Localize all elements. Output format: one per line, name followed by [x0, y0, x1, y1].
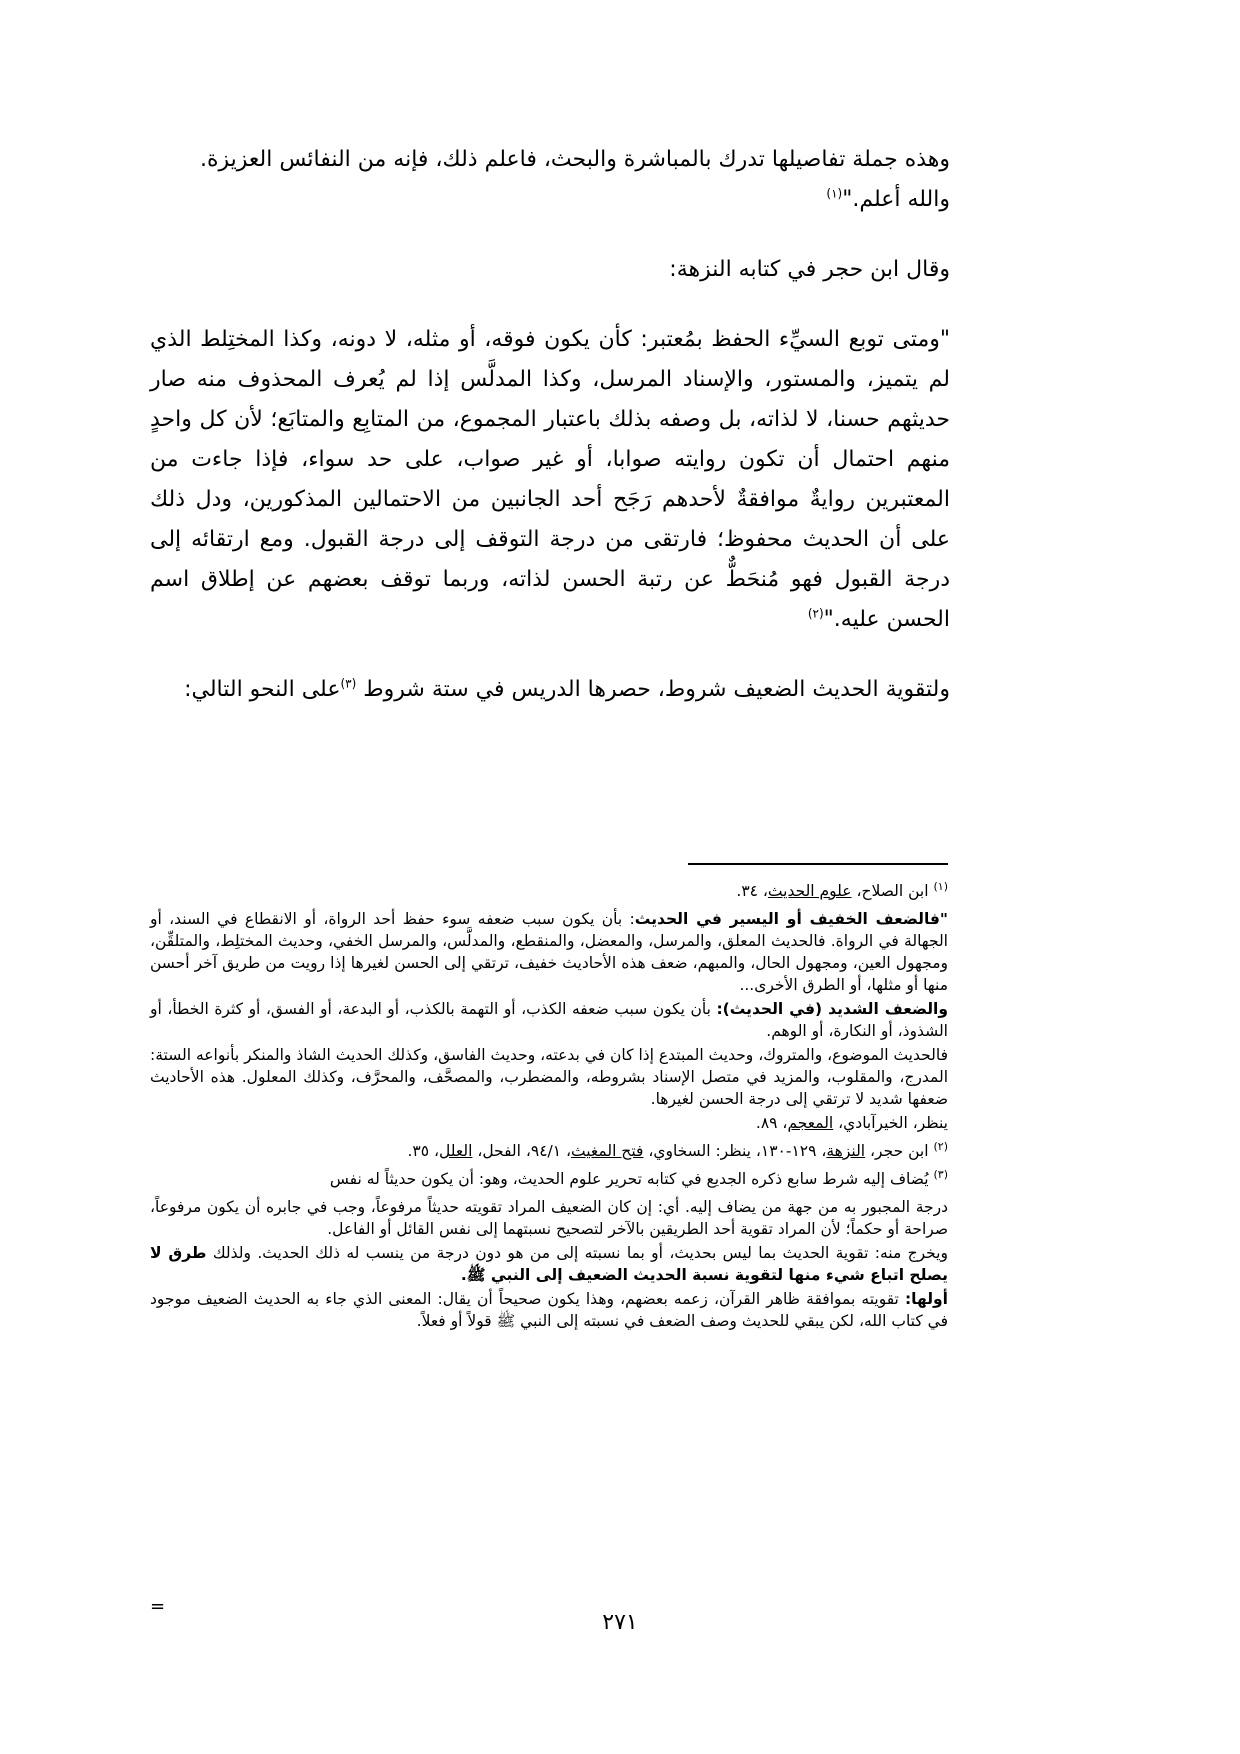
page-number: ٢٧١	[602, 1610, 638, 1635]
quote-paragraph: "ومتى توبع السيِّء الحفظ بمُعتبر: كأن يكون فوقه، أو مثله، لا دونه، وكذا المختِلط الذي لم يتميز، والمستور، والإسناد المرسل، وكذا المدلَّس إذا لم يُعرف المحذوف منه صار حديثهم حسنا، لا لذاته، بل وصفه بذلك باعتبار المجموع، من المتابِع والمتابَع؛ لأن كل واحدٍ منهم احتمال أن تكون روايته صوابا، أو غير صواب، على حد سواء، فإذا جاءت من المعتبرين روايةٌ موافقةٌ لأحدهم رَجَح أحد الجانبين من الاحتمالين المذكورين، ودل ذلك على أن الحديث محفوظ؛ فارتقى من درجة التوقف إلى درجة القبول. ومع ارتقائه إلى درجة القبول فهو مُنحَطٌّ عن رتبة الحسن لذاته، وربما توقف بعضهم عن إطلاق اسم الحسن عليه."$^{(٢)}$	[150, 327, 950, 632]
footnote-1-shadid: والضعف الشديد (في الحديث): بأن يكون سبب ضعفه الكذب، أو التهمة بالكذب، أو البدعة، أو الفسق، أو كثرة الخطأ، أو الشذوذ، أو النكارة، أو الوهم.	[150, 1000, 948, 1040]
footnote-3-p3: ويخرج منه: تقوية الحديث بما ليس بحديث، أو بما نسبته إلى من هو دون درجة من ينسب له ذلك الحديث. ولذلك طرق لا يصلح اتباع شيء منها لتقوية نسبة الحديث الضعيف إلى النبي ﷺ.	[150, 1244, 948, 1284]
footnote-2: $^{(٢)}$ ابن حجر، النزهة، ١٢٩-١٣٠، ينظر: السخاوي، فتح المغيث، ٩٤/١، الفحل، العلل، ٣٥.	[407, 1139, 948, 1160]
footnote-ref-3[interactable]: (٣)	[340, 676, 357, 691]
footnotes	[150, 880, 948, 1334]
paragraph-3: وقال ابن حجر في كتابه النزهة:	[669, 257, 950, 282]
paragraph-5: ولتقوية الحديث الضعيف شروط، حصرها الدريس في ستة شروط $^{(٣)}$على النحو التالي:	[184, 676, 950, 702]
footnote-ref-2[interactable]: (٢)	[807, 606, 824, 621]
paragraph-1: وهذه جملة تفاصيلها تدرك بالمباشرة والبحث، فاعلم ذلك، فإنه من النفائس العزيزة.	[199, 147, 950, 172]
continuation-mark: =	[150, 1596, 166, 1617]
footnote-1-detail: فالحديث الموضوع، والمتروك، وحديث المبتدع إذا كان في بدعته، وحديث الفاسق، وكذلك الحديث الشاذ والمنكر بأنواعه الستة: المدرج، والمقلوب، والمزيد في متصل الإسناد بشروطه، والمضطرب، والمصحَّف، والمحرَّف، وكذلك المعلول. هذه الأحاديث ضعفها شديد لا ترتقي إلى درجة الحسن لغيرها.	[149, 1046, 948, 1108]
footnote-1-khafif: "فالضعف الخفيف أو اليسير في الحديث: بأن يكون سبب ضعفه سوء حفظ أحد الرواة، أو الانقطاع في السند، أو الجهالة في الرواة. فالحديث المعلق، والمرسل، والمعضل، والمنقطع، والمدلَّس، والمرسل الخفي، وحديث المختلِط، والمتلقِّن، ومجهول العين، ومجهول الحال، والمبهم، ضعف هذه الأحاديث خفيف، ترتقي إلى الحسن لغيرها إذا رويت من طريق آخر أحسن منها أو مثلها، أو الطرق الأخرى...	[150, 910, 949, 994]
footnote-2-number: (٢)	[933, 1139, 948, 1153]
footnote-3-p4: أولها: تقويته بموافقة ظاهر القرآن، زعمه بعضهم، وهذا يكون صحيحاً أن يقال: المعنى الذي جاء به الحديث الضعيف موجود في كتاب الله، لكن يبقي للحديث وصف الضعف في نسبته إلى النبي ﷺ قولاً أو فعلاً.	[150, 1290, 948, 1330]
footnote-1: $^{(١)}$ ابن الصلاح، علوم الحديث، ٣٤.	[736, 879, 948, 900]
footnote-separator	[688, 863, 948, 865]
footnote-3-p2: درجة المجبور به من جهة من يضاف إليه. أي: إن كان الضعيف المراد تقويته حديثاً مرفوعاً، وجب في جابره أن يكون مرفوعاً، صراحة أو حكماً؛ لأن المراد تقوية أحد الطريقين بالآخر لتصحيح نسبتهما إلى نفس القائل أو الفاعل.	[150, 1198, 948, 1238]
footnote-3-number: (٣)	[933, 1167, 948, 1181]
main-text	[150, 140, 950, 710]
footnote-1-reference: ينظر، الخيرآبادي، المعجم، ٨٩.	[755, 1114, 948, 1132]
paragraph-2: والله أعلم."$^{(١)}$	[826, 186, 950, 212]
footnote-1-book: علوم الحديث	[767, 882, 852, 900]
footnote-ref-1[interactable]: (١)	[826, 186, 843, 201]
footnote-3: $^{(٣)}$ يُضاف إليه شرط سابع ذكره الجديع في كتابه تحرير علوم الحديث، وهو: أن يكون حديثاً له نفس	[329, 1167, 948, 1188]
footnote-1-number: (١)	[933, 879, 948, 893]
